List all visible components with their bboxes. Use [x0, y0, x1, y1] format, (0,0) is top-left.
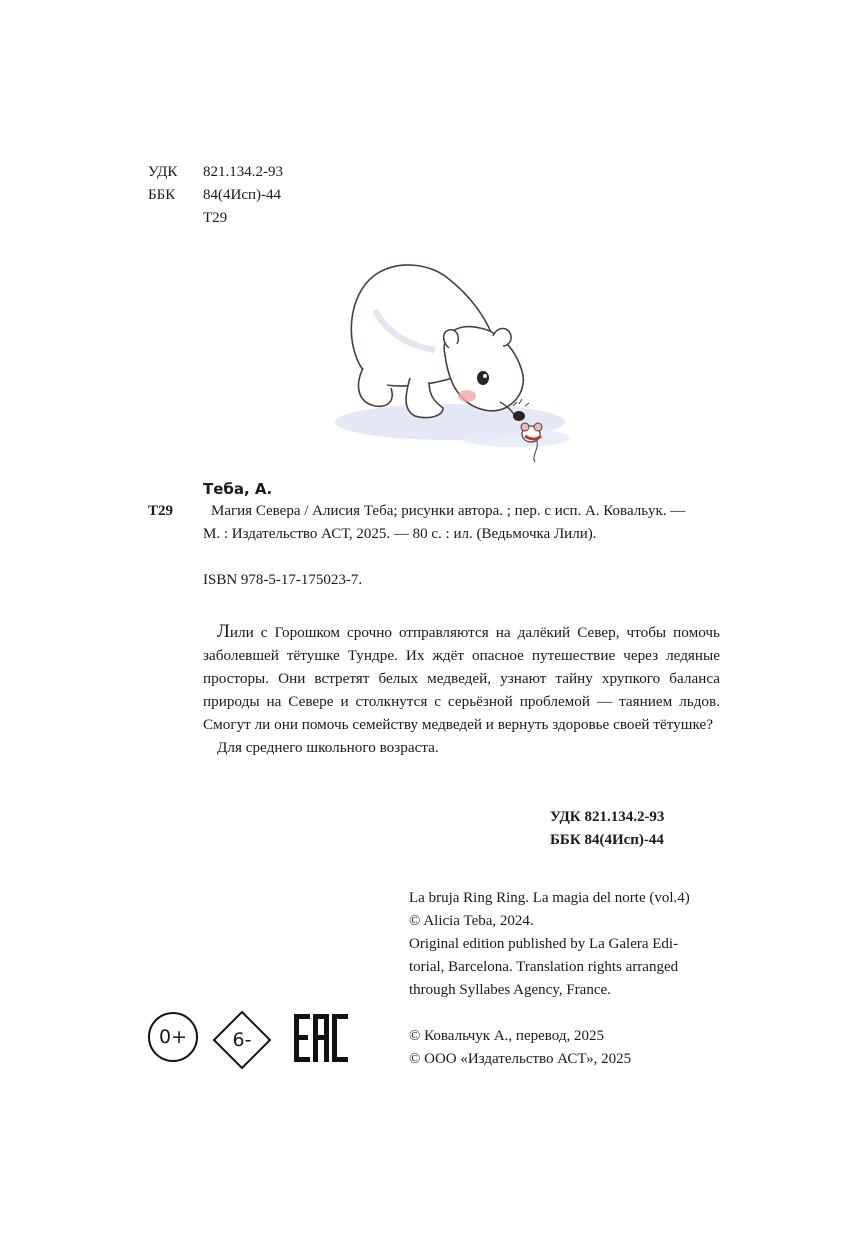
annotation-paragraph-1	[203, 620, 720, 736]
original-edition-line3: Original edition published by La Galera Edi-	[409, 936, 679, 952]
author-heading: Теба, А.	[203, 480, 273, 498]
age-rating-circle-text: 0+	[158, 1026, 187, 1048]
drop-letter: Л	[217, 621, 230, 642]
annotation-paragraph-1-text: или с Горошком срочно отправляются на далёкий Север, чтобы помочь заболевшей тётушке Тундре. Их ждёт опасное путешествие через ледяные просторы. Они встретят белых медведей, узнают тайну хрупкого баланса природы на Севере и столкнутся с серьёзной проблемой — таянием льдов. Смогут ли они помочь семейству медведей и вернуть здоровье своей тётушке?	[203, 624, 720, 733]
original-edition-line5: through Syllabes Agency, France.	[409, 982, 611, 998]
original-edition-block	[409, 887, 690, 1002]
original-edition-line1: La bruja Ring Ring. La magia del norte (vol.4)	[409, 890, 690, 906]
catalog-description-line2: М. : Издательство АСТ, 2025. — 80 с. : ил. (Ведьмочка Лили).	[203, 526, 597, 542]
polar-bear-and-mouse-illustration	[325, 250, 595, 480]
udk-row	[148, 161, 283, 184]
age-rating-diamond-text: 6-	[232, 1029, 252, 1051]
author-sign-catalog: Т29	[148, 503, 174, 519]
bbk-row	[148, 184, 281, 207]
age-rating-circle	[148, 1012, 198, 1062]
annotation	[203, 620, 720, 759]
bbk-value: 84(4Исп)-44	[203, 187, 282, 203]
author-sign-top: Т29	[203, 210, 228, 226]
original-edition-line4: torial, Barcelona. Translation rights arranged	[409, 959, 679, 975]
bbk-label: ББК	[148, 187, 176, 203]
copyright-line2: © ООО «Издательство АСТ», 2025	[409, 1051, 632, 1067]
udk-right: УДК 821.134.2-93	[550, 809, 665, 825]
annotation-paragraph-2: Для среднего школьного возраста.	[217, 739, 439, 756]
copyright-line1: © Ковальчук А., перевод, 2025	[409, 1028, 604, 1044]
udk-value: 821.134.2-93	[203, 164, 283, 180]
age-rating-diamond	[212, 1010, 272, 1070]
isbn: ISBN 978-5-17-175023-7.	[203, 572, 363, 588]
copyright-block	[409, 1025, 631, 1071]
original-edition-line2: © Alicia Teba, 2024.	[409, 913, 534, 929]
catalog-description-line1: Магия Севера / Алисия Теба; рисунки автора. ; пер. с исп. А. Ковальук. —	[211, 503, 686, 519]
udk-label: УДК	[148, 164, 178, 180]
eac-mark-icon	[294, 1014, 350, 1062]
marks-block	[148, 1010, 358, 1070]
bbk-right: ББК 84(4Исп)-44	[550, 832, 664, 848]
